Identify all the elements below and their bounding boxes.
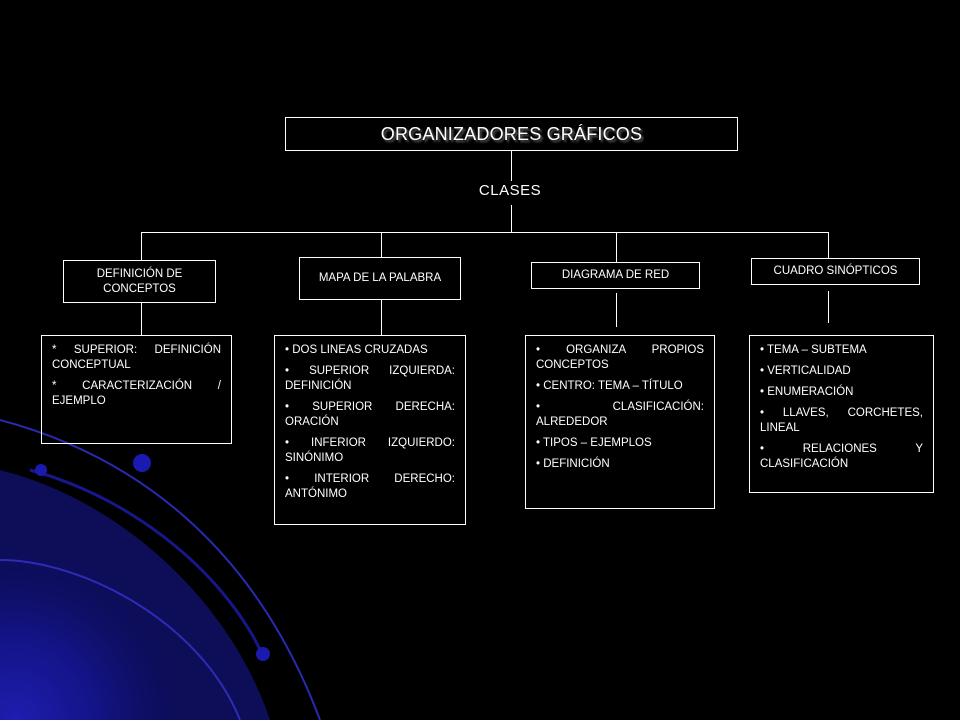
detail-item: • SUPERIOR DERECHA: ORACIÓN [285,401,455,428]
connector-cat3-down [616,293,617,327]
decor-dot-2 [35,464,47,476]
category-definicion-conceptos: DEFINICIÓN DE CONCEPTOS [63,260,216,303]
connector-title-down [511,151,512,181]
detail-item: • ENUMERACIÓN [760,386,854,398]
detail-item: • RELACIONES Y CLASIFICACIÓN [760,443,923,470]
connector-cat1-down [141,303,142,335]
connector-cat1-up [141,232,142,260]
detail-item: • INFERIOR IZQUIERDO: SINÓNIMO [285,437,455,464]
detail-item: • LLAVES, CORCHETES, LINEAL [760,407,923,434]
detail-item: • TEMA – SUBTEMA [760,344,867,356]
detail-item: • SUPERIOR IZQUIERDA: DEFINICIÓN [285,365,455,392]
detail-box-cuadro-sinopticos [749,335,934,493]
detail-item: • TIPOS – EJEMPLOS [536,437,652,449]
connector-cat4-down [828,291,829,323]
detail-box-mapa-palabra [274,335,466,525]
detail-item: • VERTICALIDAD [760,365,851,377]
detail-box-definicion-conceptos [41,335,232,444]
connector-cat3-up [616,232,617,262]
connector-cat2-down [381,300,382,335]
detail-item: • ORGANIZA PROPIOS CONCEPTOS [536,344,704,371]
detail-item: * SUPERIOR: DEFINICIÓN CONCEPTUAL [52,344,221,371]
diagram-subtitle: CLASES [478,182,542,199]
decor-dot-1 [133,454,151,472]
category-diagrama-red: DIAGRAMA DE RED [531,262,700,289]
detail-box-diagrama-red [525,335,715,509]
connector-clases-down [511,205,512,232]
detail-item: • CLASIFICACIÓN: ALREDEDOR [536,401,704,428]
detail-item: • CENTRO: TEMA – TÍTULO [536,380,683,392]
connector-cat4-up [828,232,829,258]
title-box [285,117,738,151]
category-mapa-palabra: MAPA DE LA PALABRA [299,257,461,300]
connector-cat2-up [381,232,382,257]
detail-item: • DOS LINEAS CRUZADAS [285,344,428,356]
diagram-title: ORGANIZADORES GRÁFICOS [380,123,643,144]
decor-dot-3 [256,647,270,661]
detail-item: • DEFINICIÓN [536,458,610,470]
connector-horizontal [141,232,829,233]
detail-item: • INTERIOR DERECHO: ANTÓNIMO [285,473,455,500]
detail-item: * CARACTERIZACIÓN / EJEMPLO [52,380,221,407]
category-cuadro-sinopticos: CUADRO SINÓPTICOS [751,258,920,285]
